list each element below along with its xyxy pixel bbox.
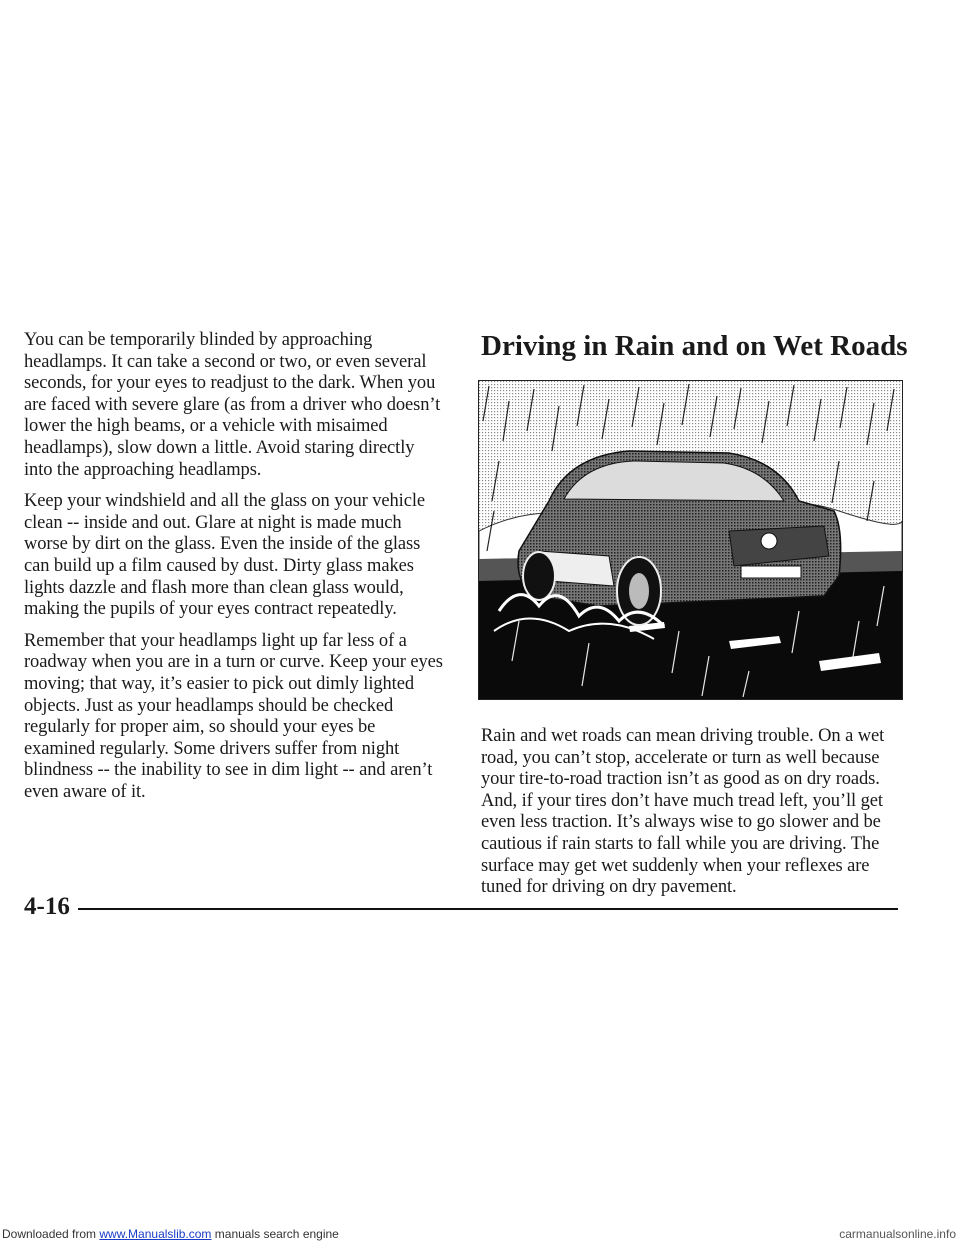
paragraph-windshield: Keep your windshield and all the glass on your vehicle clean -- inside and out. Glare at night is made much worse by dirt on the glass. Even the inside of the glass can build up a film caused by dust. Dirty glass makes lights dazzle and flash more than clean glass would, making the pupils of your eyes contract repeatedly. <box>24 491 425 620</box>
footer-manualslib-link[interactable]: www.Manualslib.com <box>99 1227 212 1241</box>
footer-suffix: manuals search engine <box>211 1227 339 1241</box>
paragraph-glare: You can be temporarily blinded by approaching headlamps. It can take a second or two, or even several seconds, for your eyes to readjust to the dark. When you are faced with severe glare (as from a driver who doesn’t lower the high beams, or a vehicle with misaimed headlamps), slow down a little. Avoid staring directly into the approaching headlamps. <box>24 330 441 480</box>
page-number: 4-16 <box>24 893 70 920</box>
section-body <box>481 726 901 899</box>
footer-bar <box>0 1226 960 1242</box>
left-column <box>24 330 444 813</box>
rain-car-illustration <box>478 380 903 700</box>
paragraph-headlamps-curve: Remember that your headlamps light up far less of a roadway when you are in a turn or curve. Keep your eyes moving; that way, it’s easier to pick out dimly lighted objects. Just as your headlamps should be checked regularly for proper aim, so should your eyes be examined regularly. Some drivers suffer from night blindness -- the inability to see in dim light -- and aren’t even aware of it. <box>24 630 443 802</box>
page-rule <box>78 908 898 910</box>
section-title: Driving in Rain and on Wet Roads <box>481 330 908 362</box>
footer-prefix: Downloaded from <box>2 1227 100 1241</box>
footer-watermark: carmanualsonline.info <box>839 1227 956 1241</box>
footer-download-note <box>2 1227 339 1241</box>
paragraph-rain-wet-roads: Rain and wet roads can mean driving trouble. On a wet road, you can’t stop, accelerate or turn as well because your tire-to-road traction isn’t as good as on dry roads. And, if your tires don’t have much tread left, you’ll get even less traction. It’s always wise to go slower and be cautious if rain starts to fall while you are driving. The surface may get wet suddenly when your reflexes are tuned for driving on dry pavement. <box>481 726 885 898</box>
car-in-rain-image <box>479 381 902 699</box>
